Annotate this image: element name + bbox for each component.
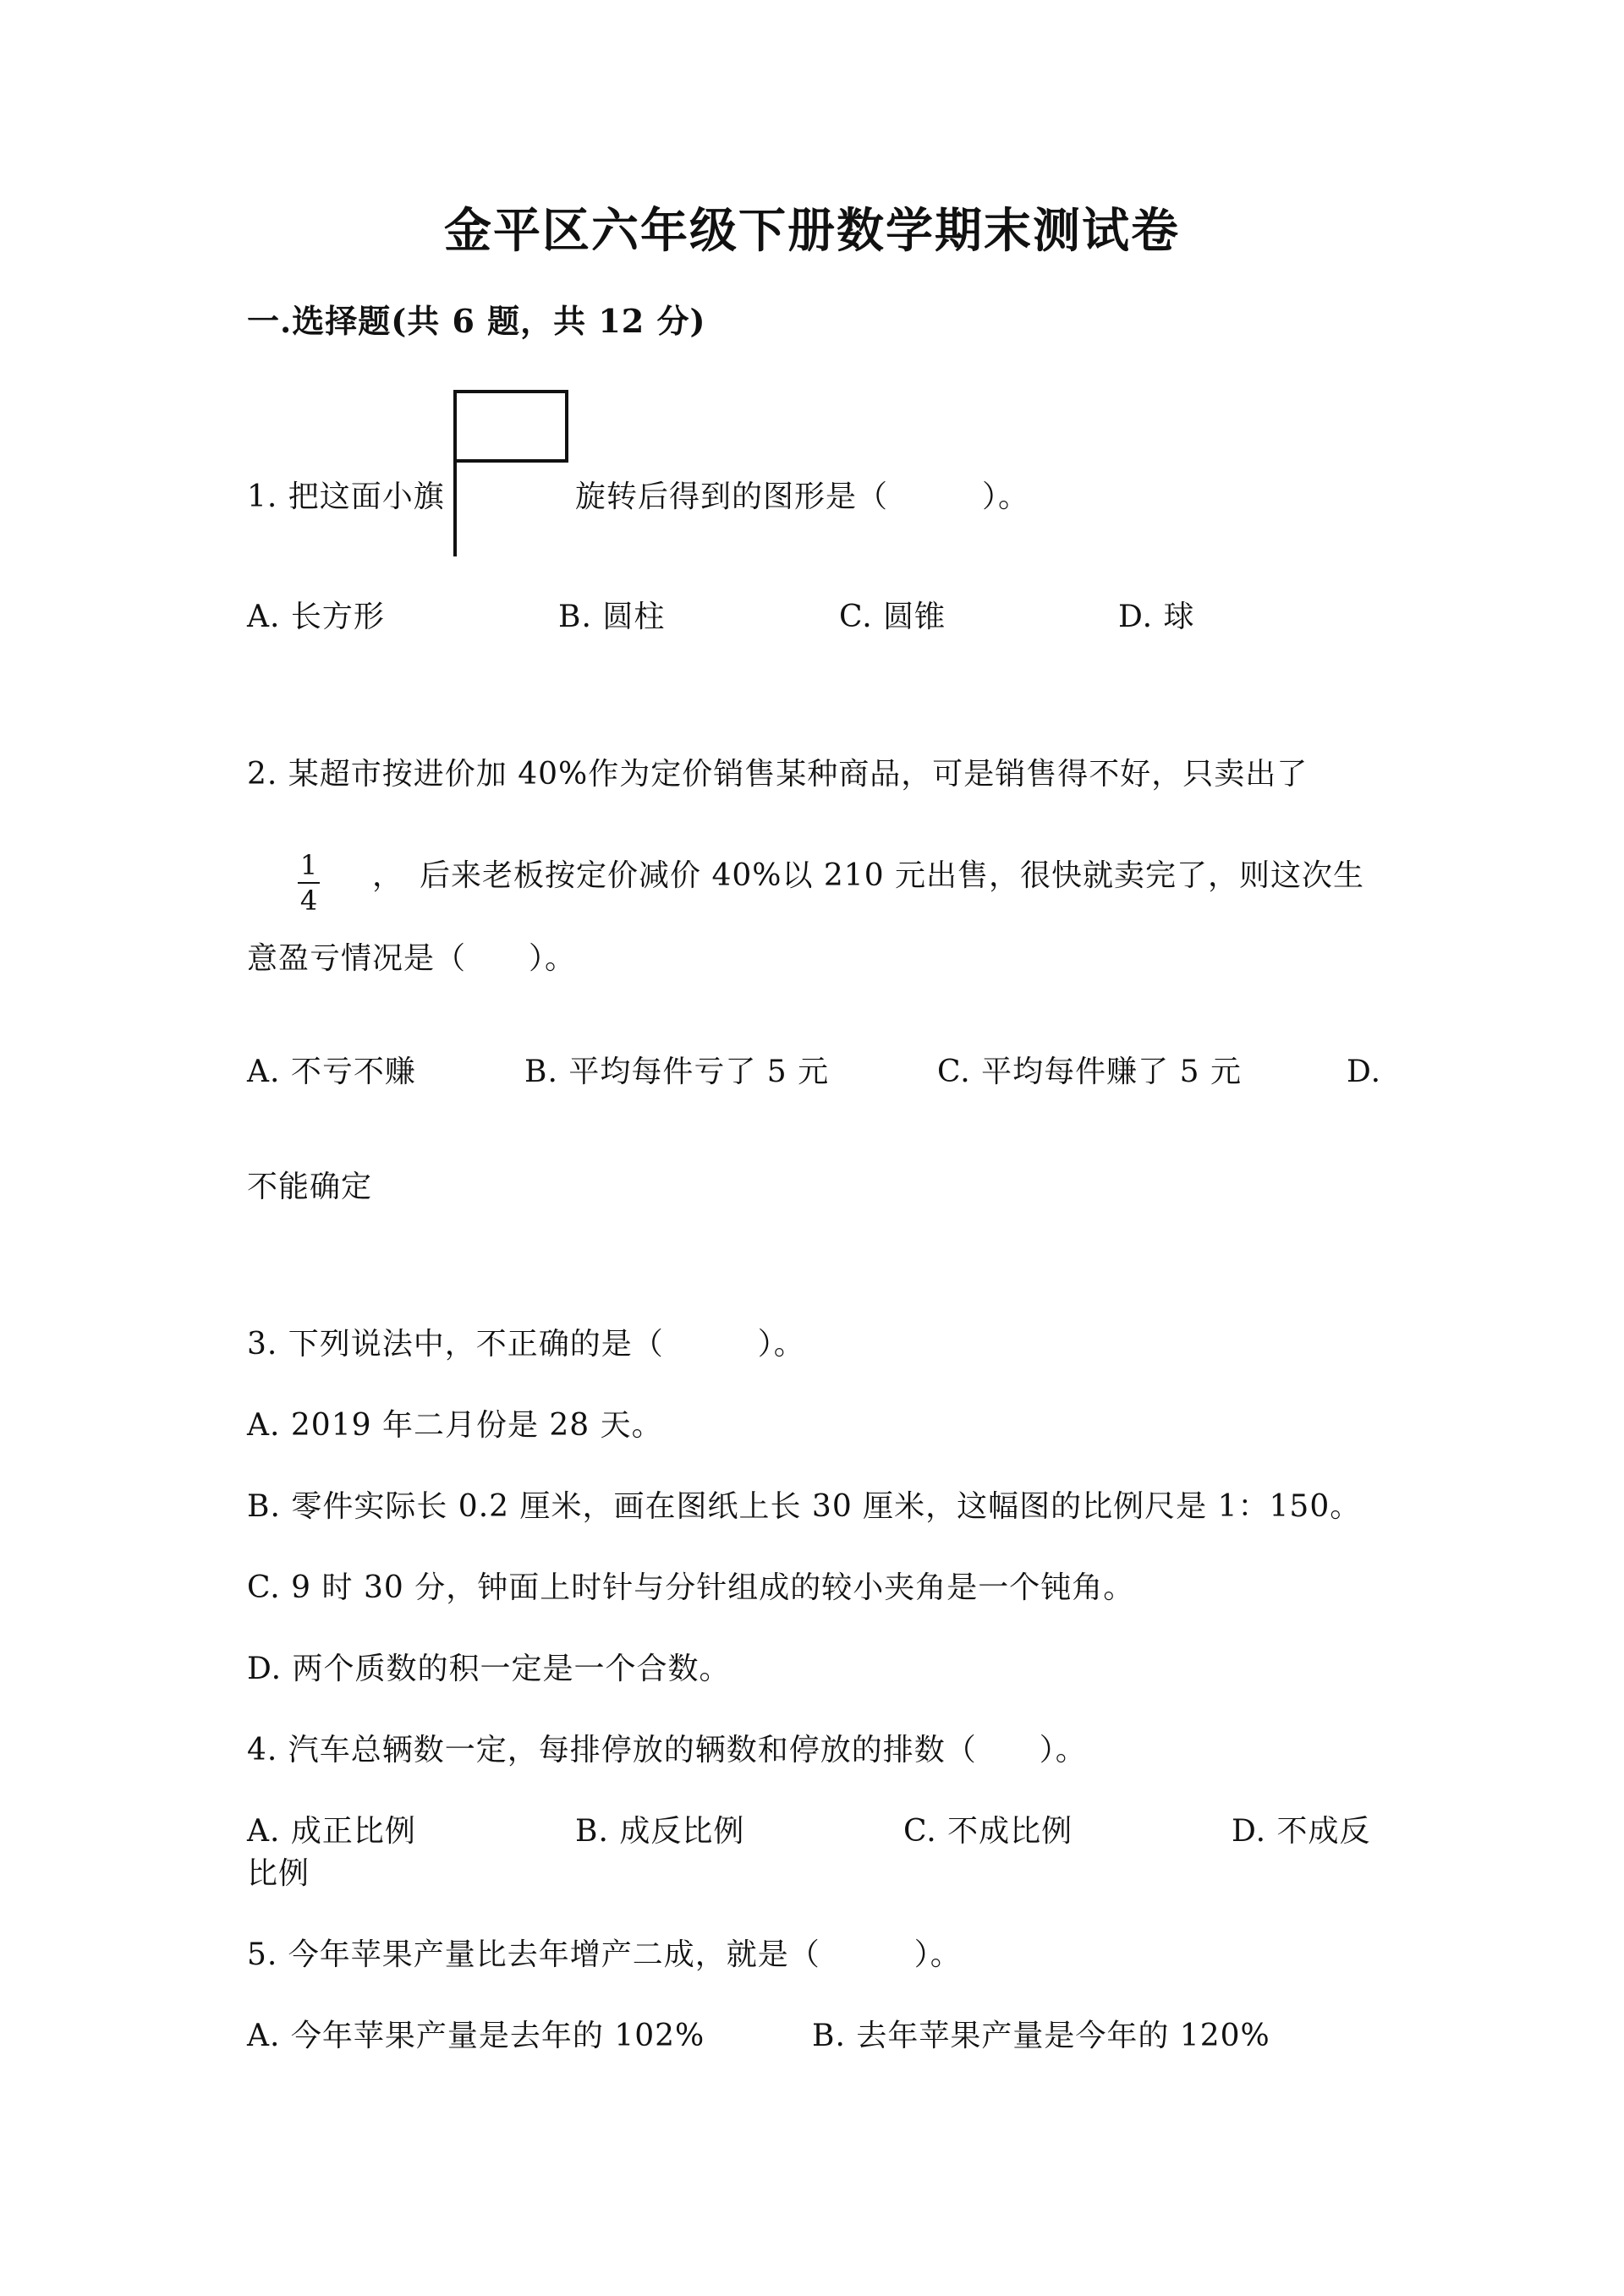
q1-option-a: A. 长方形 [247,600,385,634]
q5-option-b: B. 去年苹果产量是今年的 120% [812,2019,1270,2053]
q4-option-d: D. 不成反 [1232,1814,1371,1849]
q4-stem: 4. 汽车总辆数一定，每排停放的辆数和停放的排数（ ）。 [247,1733,1087,1767]
q1-option-c: C. 圆锥 [839,600,946,634]
q2-option-c: C. 平均每件赚了 5 元 [937,1055,1242,1089]
q1-option-d: D. 球 [1118,600,1195,634]
fraction-numerator: 1 [299,849,318,881]
q2-option-a: A. 不亏不赚 [247,1055,416,1089]
q3-option-c: C. 9 时 30 分，钟面上时针与分针组成的较小夹角是一个钝角。 [247,1570,1135,1605]
q2-option-d: D. [1347,1055,1382,1089]
q1-option-b: B. 圆柱 [558,600,666,634]
q3-option-d: D. 两个质数的积一定是一个合数。 [247,1652,731,1686]
q4-option-a: A. 成正比例 [247,1814,416,1849]
q1-stem-after: 旋转后得到的图形是（ ）。 [575,479,1030,514]
q5-option-a: A. 今年苹果产量是去年的 102% [247,2019,705,2053]
q3-option-b: B. 零件实际长 0.2 厘米，画在图纸上长 30 厘米，这幅图的比例尺是 1：150。 [247,1489,1362,1524]
q5-stem: 5. 今年苹果产量比去年增产二成，就是（ ）。 [247,1937,962,1972]
q4-option-c: C. 不成比例 [903,1814,1073,1849]
section-heading-choice: 一.选择题(共 6 题，共 12 分) [247,302,706,340]
q2-stem-line3: 意盈亏情况是（ ）。 [247,941,577,976]
q2-stem-line1: 2. 某超市按进价加 40%作为定价销售某种商品，可是销售得不好，只卖出了 [247,757,1309,792]
q1-stem-before: 1. 把这面小旗 [247,479,445,514]
q2-option-d-continued: 不能确定 [247,1170,373,1204]
q3-stem: 3. 下列说法中，不正确的是（ ）。 [247,1327,805,1362]
q2-stem-line2: ， 后来老板按定价减价 40%以 210 元出售，很快就卖完了，则这次生 [372,858,1365,893]
page-title: 金平区六年级下册数学期末测试卷 [444,203,1180,259]
q3-option-a: A. 2019 年二月份是 28 天。 [247,1408,663,1443]
fraction-bar [298,882,320,884]
fraction-denominator: 4 [299,885,318,917]
q2-fraction [294,849,323,917]
flag-figure-icon [453,389,571,558]
q4-option-b: B. 成反比例 [575,1814,745,1849]
q4-option-d-continued: 比例 [247,1856,310,1891]
q2-option-b: B. 平均每件亏了 5 元 [524,1055,830,1089]
